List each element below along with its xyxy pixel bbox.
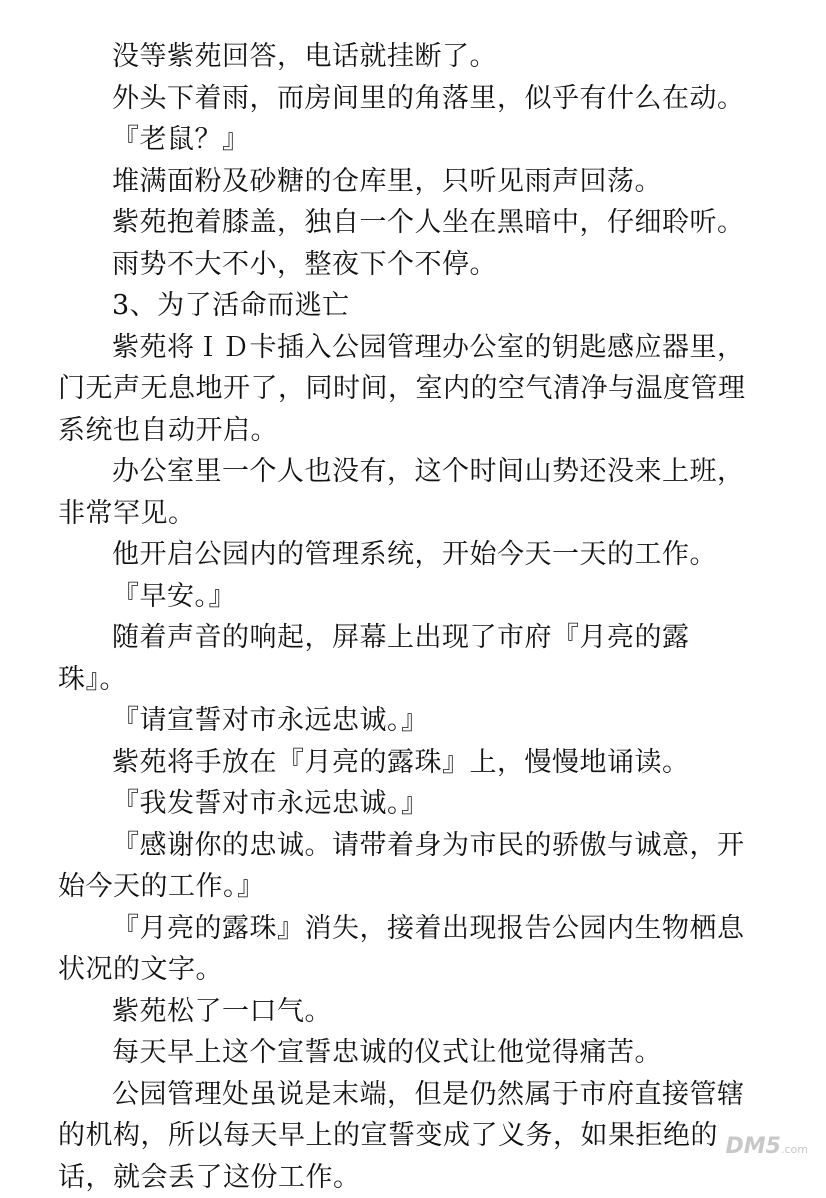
paragraph: 『请宣誓对市永远忠诚。』 xyxy=(58,700,758,742)
paragraph: 堆满面粉及砂糖的仓库里，只听见雨声回荡。 xyxy=(58,161,758,203)
paragraph: 紫苑将手放在『月亮的露珠』上，慢慢地诵读。 xyxy=(58,742,758,784)
chapter-heading: 3、为了活命而逃亡 xyxy=(58,285,758,327)
paragraph: 『早安。』 xyxy=(58,576,758,618)
paragraph: 随着声音的响起，屏幕上出现了市府『月亮的露珠』。 xyxy=(58,617,758,700)
dm5-watermark-logo xyxy=(726,1134,808,1159)
paragraph: 没等紫苑回答，电话就挂断了。 xyxy=(58,36,758,78)
watermark-brand: DM5 xyxy=(726,1134,781,1159)
document-page xyxy=(58,36,758,1198)
watermark-suffix: .com xyxy=(781,1143,808,1156)
paragraph: 办公室里一个人也没有，这个时间山势还没来上班，非常罕见。 xyxy=(58,451,758,534)
paragraph: 『老鼠？』 xyxy=(58,119,758,161)
paragraph: 雨势不大不小，整夜下个不停。 xyxy=(58,244,758,286)
paragraph: 公园管理处虽说是末端，但是仍然属于市府直接管辖的机构，所以每天早上的宣誓变成了义务，如果拒绝的话，就会丢了这份工作。 xyxy=(58,1074,758,1198)
paragraph: 紫苑将ＩＤ卡插入公园管理办公室的钥匙感应器里，门无声无息地开了，同时间，室内的空气清净与温度管理系统也自动开启。 xyxy=(58,327,758,452)
paragraph: 紫苑松了一口气。 xyxy=(58,991,758,1033)
paragraph: 『月亮的露珠』消失，接着出现报告公园内生物栖息状况的文字。 xyxy=(58,908,758,991)
paragraph: 他开启公园内的管理系统，开始今天一天的工作。 xyxy=(58,534,758,576)
paragraph: 『感谢你的忠诚。请带着身为市民的骄傲与诚意，开始今天的工作。』 xyxy=(58,825,758,908)
paragraph: 外头下着雨，而房间里的角落里，似乎有什么在动。 xyxy=(58,78,758,120)
paragraph: 『我发誓对市永远忠诚。』 xyxy=(58,783,758,825)
paragraph: 紫苑抱着膝盖，独自一个人坐在黑暗中，仔细聆听。 xyxy=(58,202,758,244)
paragraph: 每天早上这个宣誓忠诚的仪式让他觉得痛苦。 xyxy=(58,1032,758,1074)
